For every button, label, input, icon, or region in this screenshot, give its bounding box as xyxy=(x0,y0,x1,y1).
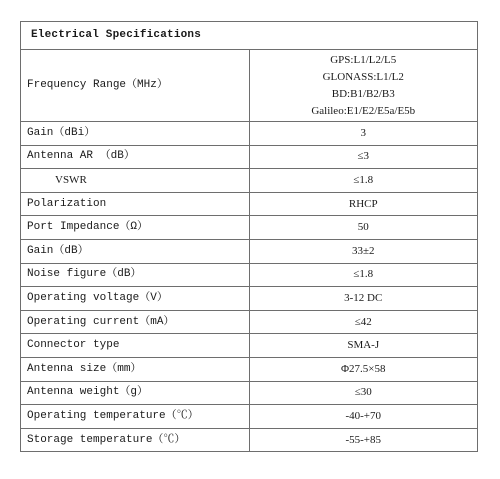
row-value-frequency-range xyxy=(249,50,478,122)
row-value: -55-+85 xyxy=(249,428,478,452)
table-row-gain-db xyxy=(21,239,478,263)
table-row-noise-figure xyxy=(21,263,478,287)
row-label: VSWR xyxy=(21,169,250,193)
row-value: Φ27.5×58 xyxy=(249,357,478,381)
row-value: ≤30 xyxy=(249,381,478,405)
table-title: Electrical Specifications xyxy=(21,22,478,50)
row-label: Operating current（mA） xyxy=(21,310,250,334)
row-label: Connector type xyxy=(21,334,250,358)
table-title-row xyxy=(21,22,478,50)
row-value: ≤3 xyxy=(249,145,478,169)
row-label: Antenna weight（g） xyxy=(21,381,250,405)
table-row-frequency-range xyxy=(21,50,478,122)
row-label: Antenna size（mm） xyxy=(21,357,250,381)
table-row-operating-voltage xyxy=(21,287,478,311)
table-row-operating-temperature xyxy=(21,405,478,429)
row-value: ≤1.8 xyxy=(249,263,478,287)
table-row-storage-temperature xyxy=(21,428,478,452)
frequency-line-gps: GPS:L1/L2/L5 xyxy=(330,53,397,66)
row-label: Gain（dB） xyxy=(21,239,250,263)
row-label: Noise figure（dB） xyxy=(21,263,250,287)
row-label: Operating voltage（V） xyxy=(21,287,250,311)
row-value: 33±2 xyxy=(249,239,478,263)
specifications-table xyxy=(20,21,478,452)
row-label: Gain（dBi） xyxy=(21,122,250,146)
row-value: -40-+70 xyxy=(249,405,478,429)
frequency-line-glonass: GLONASS:L1/L2 xyxy=(322,70,404,83)
row-value: RHCP xyxy=(249,192,478,216)
row-label: Polarization xyxy=(21,192,250,216)
table-row-antenna-ar xyxy=(21,145,478,169)
row-label: Port Impedance（Ω） xyxy=(21,216,250,240)
row-value: 3-12 DC xyxy=(249,287,478,311)
table-row-antenna-size xyxy=(21,357,478,381)
table-row-port-impedance xyxy=(21,216,478,240)
table-row-vswr xyxy=(21,169,478,193)
row-label: Antenna AR （dB） xyxy=(21,145,250,169)
table-row-gain-dbi xyxy=(21,122,478,146)
row-value: SMA-J xyxy=(249,334,478,358)
frequency-line-galileo: Galileo:E1/E2/E5a/E5b xyxy=(311,104,416,117)
row-value: 50 xyxy=(249,216,478,240)
table-row-polarization xyxy=(21,192,478,216)
row-label: Storage temperature（℃） xyxy=(21,428,250,452)
table-row-operating-current xyxy=(21,310,478,334)
table-row-connector-type xyxy=(21,334,478,358)
row-value: 3 xyxy=(249,122,478,146)
row-label: Operating temperature（℃） xyxy=(21,405,250,429)
row-label-frequency-range: Frequency Range（MHz） xyxy=(21,50,250,122)
frequency-line-bd: BD:B1/B2/B3 xyxy=(331,87,395,100)
row-value: ≤1.8 xyxy=(249,169,478,193)
row-value: ≤42 xyxy=(249,310,478,334)
table-row-antenna-weight xyxy=(21,381,478,405)
